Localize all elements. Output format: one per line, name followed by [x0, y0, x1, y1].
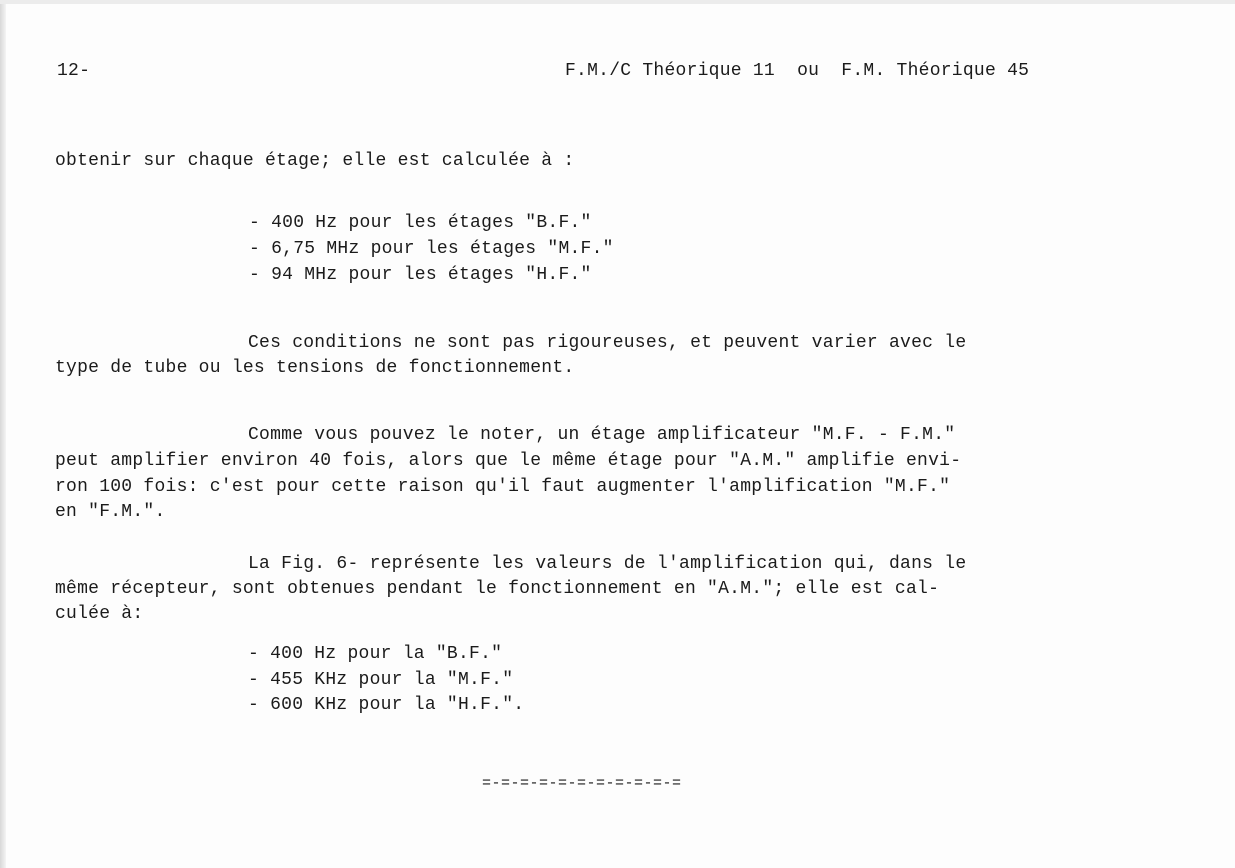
paragraph-line: culée à:	[55, 604, 144, 624]
section-separator: =-=-=-=-=-=-=-=-=-=-=	[482, 775, 682, 792]
page-number: 12-	[57, 61, 91, 81]
scan-top-shadow	[0, 0, 1235, 4]
list-item: - 6,75 MHz pour les étages "M.F."	[249, 239, 614, 259]
intro-line: obtenir sur chaque étage; elle est calculée à :	[55, 151, 575, 171]
list-item: - 94 MHz pour les étages "H.F."	[249, 265, 592, 285]
list-item: - 455 KHz pour la "M.F."	[248, 670, 514, 690]
list-item: - 400 Hz pour la "B.F."	[248, 644, 503, 664]
scan-edge-shadow	[0, 0, 6, 868]
paragraph-line: Ces conditions ne sont pas rigoureuses, et peuvent varier avec le	[248, 333, 967, 353]
list-item: - 400 Hz pour les étages "B.F."	[249, 213, 592, 233]
paragraph-line: La Fig. 6- représente les valeurs de l'amplification qui, dans le	[248, 554, 967, 574]
paragraph-line: même récepteur, sont obtenues pendant le fonctionnement en "A.M."; elle est cal-	[55, 579, 940, 599]
course-reference: F.M./C Théorique 11 ou F.M. Théorique 45	[565, 61, 1030, 81]
list-item: - 600 KHz pour la "H.F.".	[248, 695, 525, 715]
paragraph-line: ron 100 fois: c'est pour cette raison qu'il faut augmenter l'amplification "M.F."	[55, 477, 951, 497]
paragraph-line: type de tube ou les tensions de fonctionnement.	[55, 358, 575, 378]
paragraph-line: Comme vous pouvez le noter, un étage amplificateur "M.F. - F.M."	[248, 425, 956, 445]
paragraph-line: en "F.M.".	[55, 502, 166, 522]
paragraph-line: peut amplifier environ 40 fois, alors que le même étage pour "A.M." amplifie envi-	[55, 451, 962, 471]
